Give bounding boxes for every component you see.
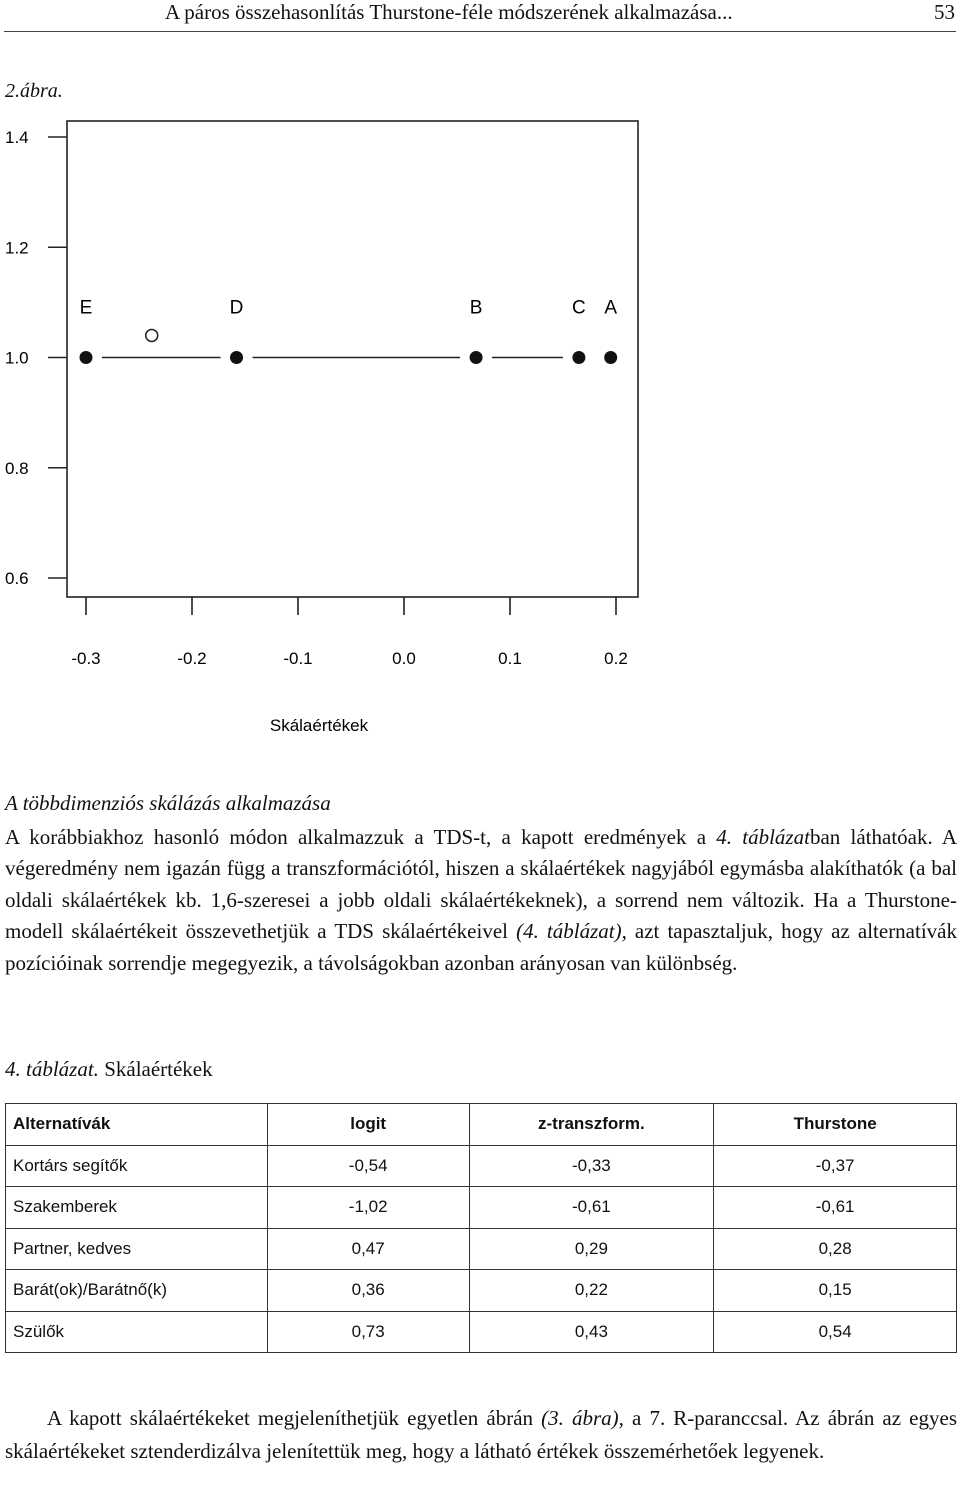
closing-text-2: a 7. R-paranccsal. Az ábrán az egyes skálaértékeket sztenderdizálva jelenítettük meg, hogy a látható értékek összemérhetőek legyenek.: [5, 1406, 957, 1463]
table-row: [6, 1311, 957, 1353]
data-series: [80, 298, 618, 365]
header-thurstone: Thurstone: [714, 1104, 957, 1146]
data-point: [572, 351, 585, 364]
y-tick-label: 1.2: [5, 238, 29, 258]
paragraph-text-3: azt tapasztaljuk, hogy az alternatívák pozícióinak sorrendje megegyezik, a távolságokban azonban arányosan van különbség.: [5, 919, 957, 975]
point-label: D: [229, 297, 244, 319]
z-transform-value: 0,43: [469, 1311, 714, 1353]
alternative-name: Szülők: [6, 1311, 268, 1353]
header-rule: [4, 31, 956, 32]
data-point: [604, 351, 617, 364]
closing-text-1: A kapott skálaértékeket megjeleníthetjük egyetlen ábrán: [47, 1406, 542, 1430]
table-header-row: [6, 1104, 957, 1146]
logit-value: 0,73: [267, 1311, 469, 1353]
open-marker: [146, 329, 158, 341]
section-heading: A többdimenziós skálázás alkalmazása: [5, 791, 331, 815]
x-tick-label: -0.2: [177, 649, 207, 668]
table-caption-number: 4. táblázat.: [5, 1057, 99, 1081]
body-paragraph: [5, 822, 957, 979]
z-transform-value: 0,22: [469, 1270, 714, 1312]
thurstone-value: 0,15: [714, 1270, 957, 1312]
table-row: [6, 1270, 957, 1312]
plot-frame: [67, 121, 638, 597]
data-point: [230, 351, 243, 364]
table-caption: [5, 1057, 213, 1082]
header-logit: logit: [267, 1104, 469, 1146]
point-label: E: [79, 297, 93, 319]
logit-value: 0,36: [267, 1270, 469, 1312]
header-alternatives: Alternatívák: [6, 1104, 268, 1146]
point-label: C: [572, 297, 586, 319]
z-transform-value: -0,33: [469, 1145, 714, 1187]
z-transform-value: -0,61: [469, 1187, 714, 1229]
thurstone-value: -0,37: [714, 1145, 957, 1187]
header-z-transform: z-transzform.: [469, 1104, 714, 1146]
x-tick-label: 0.2: [604, 649, 628, 668]
x-axis-label: Skálaértékek: [269, 716, 369, 735]
scale-chart: [0, 110, 960, 750]
table-row: [6, 1187, 957, 1229]
table-reference-2: (4. táblázat),: [516, 919, 627, 944]
thurstone-value: -0,61: [714, 1187, 957, 1229]
x-tick-label: 0.1: [498, 649, 522, 668]
logit-value: -0,54: [267, 1145, 469, 1187]
figure-reference: (3. ábra),: [541, 1406, 624, 1430]
x-axis: [71, 597, 627, 668]
data-point: [80, 351, 93, 364]
alternative-name: Barát(ok)/Barátnő(k): [6, 1270, 268, 1312]
z-transform-value: 0,29: [469, 1228, 714, 1270]
point-label: B: [469, 297, 483, 319]
thurstone-value: 0,54: [714, 1311, 957, 1353]
x-tick-label: -0.1: [283, 649, 313, 668]
paragraph-text-2: ban láthatóak. A végeredmény nem igazán függ a transzformációtól, hiszen a skálaértékek nagyjából egymásba alakíthatók (a bal oldali skálaértékek kb. 1,6-szeresei a jobb oldali skálaértékeknek), a sorrend nem változik. Ha a Thurstone-modell skálaértékeit összevethetjük a TDS skálaértékeivel: [5, 825, 957, 944]
y-tick-label: 1.4: [5, 128, 29, 147]
table-reference: 4. táblázat: [716, 825, 810, 849]
y-tick-label: 0.6: [5, 569, 29, 588]
paragraph-text-1: A korábbiakhoz hasonló módon alkalmazzuk a TDS-t, a kapott eredmények a: [5, 825, 717, 849]
scale-values-table: [5, 1103, 957, 1353]
data-point: [470, 351, 483, 364]
table-caption-text: Skálaértékek: [98, 1057, 213, 1081]
x-tick-label: -0.3: [71, 649, 101, 668]
table-row: [6, 1145, 957, 1187]
alternative-name: Szakemberek: [6, 1187, 268, 1229]
table-row: [6, 1228, 957, 1270]
y-tick-label: 0.8: [5, 458, 29, 478]
page-header: [0, 0, 960, 30]
point-label: A: [604, 297, 618, 319]
logit-value: -1,02: [267, 1187, 469, 1229]
y-tick-label: 1.0: [5, 348, 29, 368]
page-number: 53: [934, 0, 955, 24]
closing-paragraph: [5, 1402, 957, 1468]
x-tick-label: 0.0: [392, 649, 416, 668]
alternative-name: Kortárs segítők: [6, 1145, 268, 1187]
thurstone-value: 0,28: [714, 1228, 957, 1270]
running-title: A páros összehasonlítás Thurstone-féle módszerének alkalmazása...: [165, 0, 733, 24]
figure-label: 2.ábra.: [5, 80, 63, 102]
logit-value: 0,47: [267, 1228, 469, 1270]
alternative-name: Partner, kedves: [6, 1228, 268, 1270]
y-axis: [5, 128, 67, 588]
